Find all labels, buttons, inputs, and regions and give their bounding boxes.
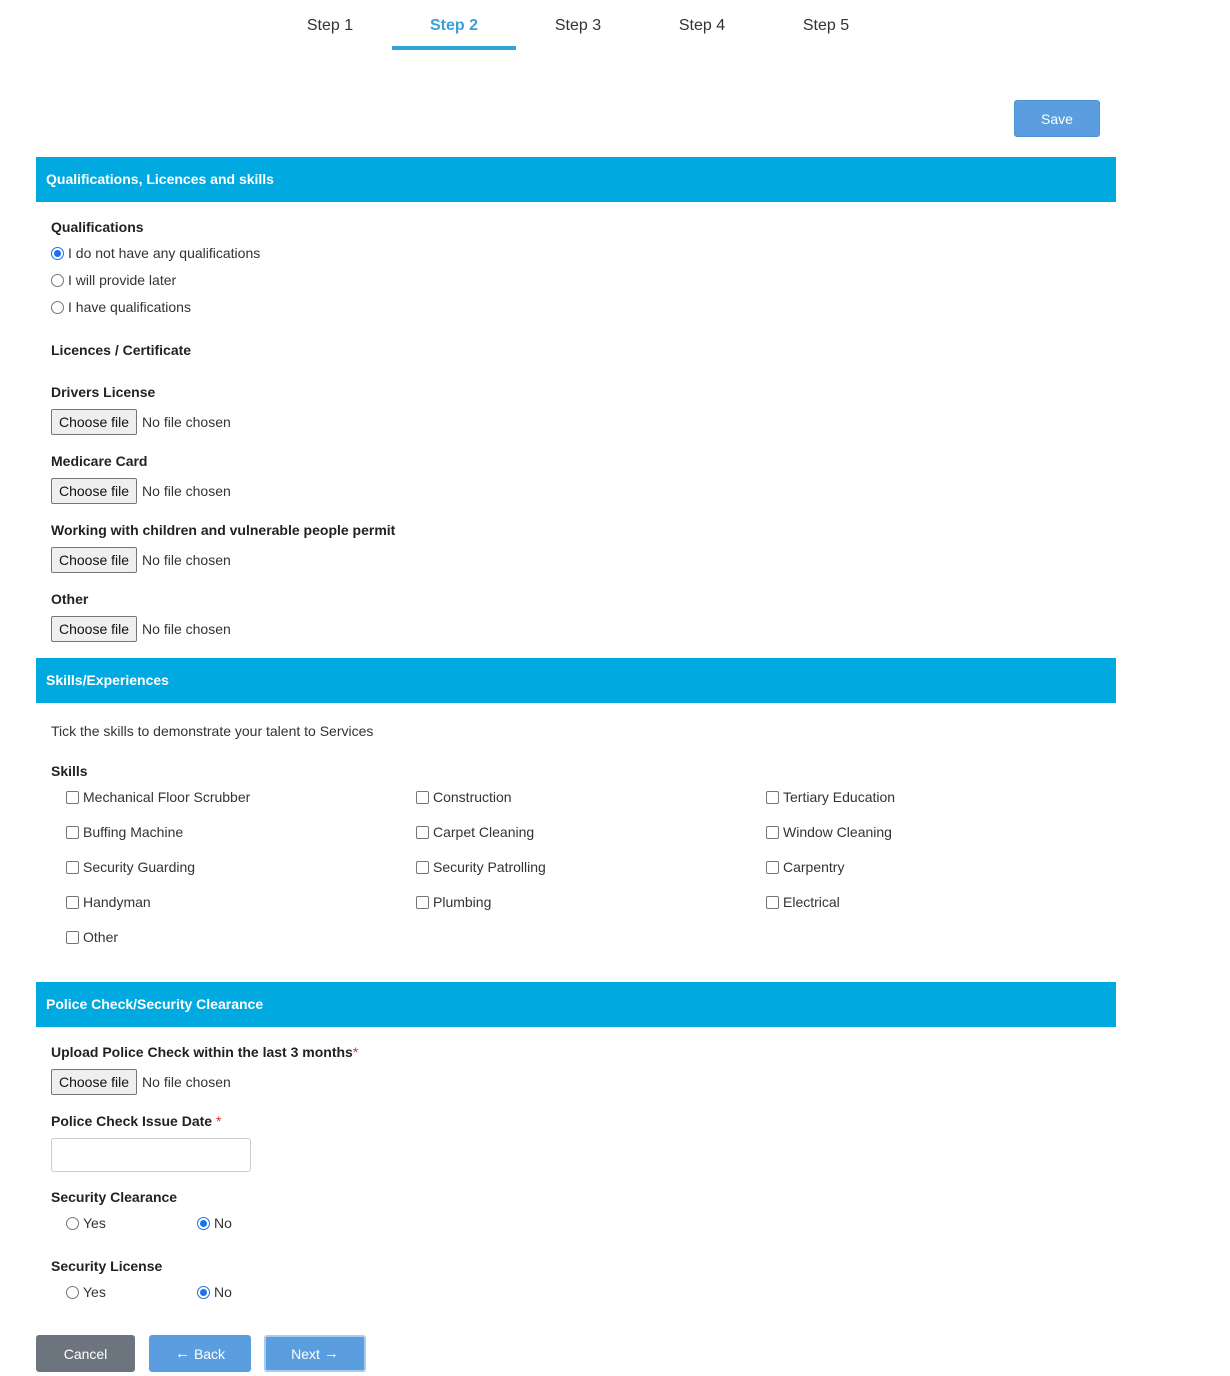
checkbox-label: Security Guarding [83,859,196,875]
choose-file-button[interactable]: Choose file [51,1069,137,1095]
cancel-button[interactable] [36,1335,135,1372]
qualification-option-later[interactable] [51,272,176,288]
police-check-issue-date-input[interactable] [51,1138,251,1172]
radio-button[interactable] [51,247,64,260]
qualifications-label: Qualifications [51,219,144,235]
file-status: No file chosen [142,552,231,568]
checkbox-label: Window Cleaning [783,824,892,840]
police-check-upload-text: Upload Police Check within the last 3 months [51,1044,353,1060]
checkbox-label: Handyman [83,894,151,910]
save-button[interactable]: Save [1014,100,1100,137]
back-label: Back [193,1345,226,1362]
qualification-option-none[interactable] [51,245,260,261]
choose-file-button[interactable]: Choose file [51,478,137,504]
working-with-children-label: Working with children and vulnerable people permit [51,522,396,538]
back-button[interactable] [149,1335,251,1372]
tab-step-3[interactable]: Step 3 [554,17,602,34]
police-check-file-input [51,1069,231,1095]
next-button[interactable] [264,1335,366,1372]
skills-section-header: Skills/Experiences [36,658,1116,703]
drivers-license-file-input [51,409,231,435]
required-mark: * [352,1044,359,1060]
skill-other[interactable] [66,929,118,945]
next-label: Next [291,1345,320,1362]
checkbox[interactable] [66,791,79,804]
drivers-license-label: Drivers License [51,384,156,400]
security-clearance-no[interactable] [197,1215,232,1231]
radio-button[interactable] [66,1217,79,1230]
issue-date-text: Police Check Issue Date [51,1113,213,1129]
skill-security-guarding[interactable] [66,859,195,875]
radio-button[interactable] [51,301,64,314]
other-file-input [51,616,231,642]
radio-label: Yes [83,1215,106,1231]
arrow-right-icon: → [323,1345,339,1362]
security-clearance-yes[interactable] [66,1215,106,1231]
radio-button[interactable] [51,274,64,287]
working-with-children-file-input [51,547,231,573]
skill-carpet-cleaning[interactable] [416,824,534,840]
cancel-label: Cancel [63,1345,108,1362]
qualifications-section-header: Qualifications, Licences and skills [36,157,1116,202]
step-tabs [268,0,888,50]
security-license-no[interactable] [197,1284,232,1300]
radio-label: I do not have any qualifications [68,245,261,261]
checkbox[interactable] [766,826,779,839]
checkbox[interactable] [66,931,79,944]
checkbox-label: Other [83,929,119,945]
checkbox[interactable] [766,791,779,804]
checkbox[interactable] [66,861,79,874]
security-license-label: Security License [51,1258,163,1274]
file-status: No file chosen [142,621,231,637]
other-upload-label: Other [51,591,89,607]
choose-file-button[interactable]: Choose file [51,616,137,642]
radio-label: No [214,1284,232,1300]
skill-electrical[interactable] [766,894,840,910]
police-section-header: Police Check/Security Clearance [36,982,1116,1027]
checkbox-label: Plumbing [433,894,492,910]
radio-button[interactable] [197,1286,210,1299]
radio-label: Yes [83,1284,106,1300]
police-check-upload-label [51,1044,358,1060]
checkbox-label: Tertiary Education [783,789,896,805]
security-license-yes[interactable] [66,1284,106,1300]
file-status: No file chosen [142,483,231,499]
file-status: No file chosen [142,1074,231,1090]
checkbox[interactable] [766,861,779,874]
checkbox-label: Mechanical Floor Scrubber [83,789,251,805]
choose-file-button[interactable]: Choose file [51,547,137,573]
choose-file-button[interactable]: Choose file [51,409,137,435]
radio-label: I have qualifications [68,299,191,315]
checkbox-label: Construction [433,789,512,805]
skill-window-cleaning[interactable] [766,824,892,840]
checkbox[interactable] [416,826,429,839]
skill-carpentry[interactable] [766,859,844,875]
tab-step-4[interactable]: Step 4 [678,17,726,34]
checkbox[interactable] [416,791,429,804]
security-clearance-label: Security Clearance [51,1189,178,1205]
skill-security-patrolling[interactable] [416,859,546,875]
tab-step-2[interactable]: Step 2 [392,0,516,50]
tab-step-1[interactable]: Step 1 [306,17,354,34]
checkbox-label: Electrical [783,894,840,910]
checkbox[interactable] [66,896,79,909]
radio-button[interactable] [66,1286,79,1299]
skill-buffing-machine[interactable] [66,824,183,840]
police-check-issue-date-label [51,1113,221,1129]
required-mark: * [215,1113,222,1129]
checkbox-label: Buffing Machine [83,824,184,840]
checkbox[interactable] [416,896,429,909]
checkbox[interactable] [66,826,79,839]
medicare-card-file-input [51,478,231,504]
checkbox-label: Carpentry [783,859,845,875]
radio-button[interactable] [197,1217,210,1230]
skills-intro: Tick the skills to demonstrate your talent to Services [51,723,374,739]
radio-label: No [214,1215,232,1231]
skill-construction[interactable] [416,789,512,805]
radio-label: I will provide later [68,272,177,288]
skill-mechanical-floor-scrubber[interactable] [66,789,250,805]
skill-handyman[interactable] [66,894,151,910]
medicare-card-label: Medicare Card [51,453,148,469]
skill-tertiary-education[interactable] [766,789,895,805]
checkbox-label: Security Patrolling [433,859,546,875]
file-status: No file chosen [142,414,231,430]
tab-step-5[interactable]: Step 5 [802,17,850,34]
licences-label: Licences / Certificate [51,342,192,358]
checkbox[interactable] [416,861,429,874]
checkbox[interactable] [766,896,779,909]
qualification-option-have[interactable] [51,299,191,315]
checkbox-label: Carpet Cleaning [433,824,535,840]
skills-label: Skills [51,763,88,779]
skill-plumbing[interactable] [416,894,491,910]
arrow-left-icon: ← [174,1345,190,1362]
